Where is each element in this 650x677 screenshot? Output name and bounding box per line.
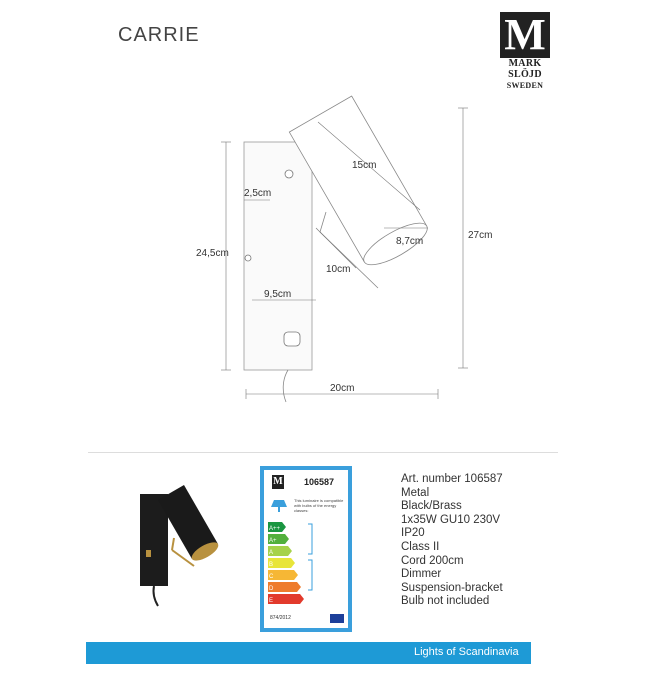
energy-class-label: D xyxy=(269,586,274,592)
spec-item: 1x35W GU10 230V xyxy=(401,513,501,526)
dim-width-9-5: 9,5cm xyxy=(264,289,292,300)
switch-dot xyxy=(245,255,251,261)
energy-class-label: A+ xyxy=(269,538,277,544)
footer-bar xyxy=(86,642,531,664)
energy-label-regulation: 874/2012 xyxy=(270,615,291,621)
energy-class-arrow xyxy=(268,594,304,604)
spec-item: Art. number 106587 xyxy=(401,473,503,485)
section-divider xyxy=(88,452,558,453)
brand-logo-mark: M xyxy=(500,12,550,58)
dim-depth-20: 20cm xyxy=(330,383,355,394)
dim-total-height-27: 27cm xyxy=(468,230,493,241)
brand-logo-text-slojd: SLÖJD xyxy=(508,69,542,80)
energy-class-label: A xyxy=(269,550,274,556)
dim-arm-10: 10cm xyxy=(326,264,351,275)
joint-dot xyxy=(285,170,293,178)
spec-item: IP20 xyxy=(401,527,425,540)
product-photo xyxy=(128,480,238,610)
footer-tagline: Lights of Scandinavia xyxy=(414,646,519,658)
dim-depth-2-5: 2,5cm xyxy=(244,188,272,199)
spec-item: Metal xyxy=(401,486,430,499)
spec-item: Black/Brass xyxy=(401,500,462,513)
compat-bracket xyxy=(308,560,312,590)
energy-class-label: C xyxy=(269,574,274,580)
spec-item: Suspension-bracket xyxy=(401,581,503,594)
energy-class-bars xyxy=(268,522,348,608)
spec-item: Class II xyxy=(401,540,440,553)
energy-label xyxy=(260,466,352,632)
wall-plate-outline xyxy=(244,142,312,370)
energy-label-article: 106587 xyxy=(304,477,335,487)
brand-logo-text-sweden: SWEDEN xyxy=(506,81,544,90)
compat-bracket xyxy=(308,524,312,554)
eu-flag-icon xyxy=(330,614,344,623)
spec-item: Cord 200cm xyxy=(401,554,464,567)
dimmer-knob xyxy=(284,332,300,346)
spec-list xyxy=(401,473,503,609)
energy-class-label: A++ xyxy=(269,526,281,532)
energy-label-logo: M xyxy=(273,476,283,487)
dim-height-24-5: 24,5cm xyxy=(196,248,229,259)
brand-logo-text-mark: MARK xyxy=(508,58,542,69)
product-title: CARRIE xyxy=(118,24,200,46)
dim-length-15: 15cm xyxy=(352,160,377,171)
dim-diameter-8-7: 8,7cm xyxy=(396,236,424,247)
energy-class-label: B xyxy=(269,562,274,568)
spec-item: Bulb not included xyxy=(401,595,490,608)
cord-line xyxy=(283,370,288,402)
spec-item: Dimmer xyxy=(401,568,442,581)
energy-label-info: This luminaire is compatible with bulbs of the energy classes: xyxy=(294,498,344,513)
lamp-icon xyxy=(270,498,288,514)
energy-class-label: E xyxy=(269,598,274,604)
